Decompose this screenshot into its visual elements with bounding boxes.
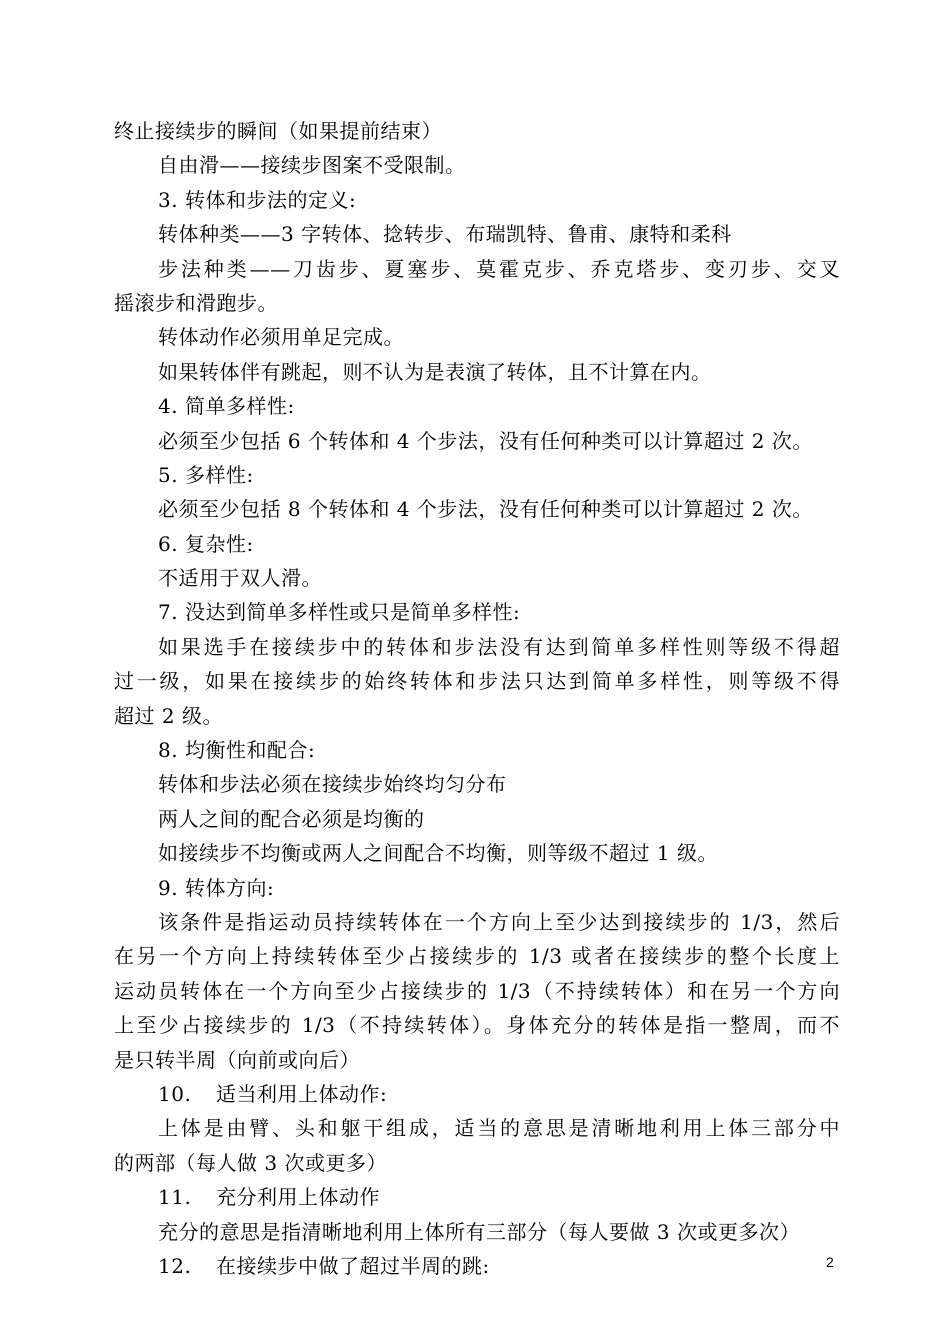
text-line: 7. 没达到简单多样性或只是简单多样性: xyxy=(158,600,521,625)
text-line: 上至少占接续步的 1/3（不持续转体）。身体充分的转体是指一整周，而不 xyxy=(114,1013,840,1038)
item-title: 充分利用上体动作 xyxy=(216,1185,380,1210)
item-number: 10. xyxy=(158,1081,192,1106)
text-line: 如果转体伴有跳起，则不认为是表演了转体，且不计算在内。 xyxy=(158,359,712,384)
text-line: 上体是由臂、头和躯干组成，适当的意思是清晰地利用上体三部分中 xyxy=(158,1116,840,1141)
text-line: 在另一个方向上持续转体至少占接续步的 1/3 或者在接续步的整个长度上 xyxy=(114,944,840,969)
text-line: 必须至少包括 8 个转体和 4 个步法，没有任何种类可以计算超过 2 次。 xyxy=(158,497,813,522)
paragraph-block xyxy=(114,114,840,1077)
text-line: 摇滚步和滑跑步。 xyxy=(114,290,278,315)
text-line: 必须至少包括 6 个转体和 4 个步法，没有任何种类可以计算超过 2 次。 xyxy=(158,428,813,453)
text-line: 转体动作必须用单足完成。 xyxy=(158,325,404,350)
text-line: 转体种类——3 字转体、捻转步、布瑞凯特、鲁甫、康特和柔科 xyxy=(158,222,732,247)
text-line: 9. 转体方向: xyxy=(158,875,275,900)
text-line: 8. 均衡性和配合: xyxy=(158,738,316,763)
text-line: 3. 转体和步法的定义: xyxy=(158,187,357,212)
numbered-heading xyxy=(114,1180,840,1214)
text-line: 是只转半周（向前或向后） xyxy=(114,1047,360,1072)
item-number: 11. xyxy=(158,1185,192,1210)
text-line: 过一级，如果在接续步的始终转体和步法只达到简单多样性，则等级不得 xyxy=(114,669,840,694)
item-number: 12. xyxy=(158,1253,192,1278)
numbered-heading xyxy=(114,1077,840,1111)
text-line: 自由滑——接续步图案不受限制。 xyxy=(158,153,466,178)
text-line: 步法种类——刀齿步、夏塞步、莫霍克步、乔克塔步、变刃步、交叉 xyxy=(158,256,840,281)
document-body xyxy=(114,114,840,1283)
text-line: 4. 简单多样性: xyxy=(158,394,295,419)
text-line: 如果选手在接续步中的转体和步法没有达到简单多样性则等级不得超 xyxy=(158,634,840,659)
item-title: 适当利用上体动作: xyxy=(216,1081,388,1106)
text-line: 终止接续步的瞬间（如果提前结束） xyxy=(114,119,442,143)
text-line: 转体和步法必须在接续步始终均匀分布 xyxy=(158,772,507,797)
paragraph-block xyxy=(114,1111,840,1180)
item-title: 在接续步中做了超过半周的跳: xyxy=(216,1253,490,1278)
numbered-heading xyxy=(114,1249,840,1283)
text-line: 充分的意思是指清晰地利用上体所有三部分（每人要做 3 次或更多次） xyxy=(158,1219,800,1244)
text-line: 该条件是指运动员持续转体在一个方向上至少达到接续步的 1/3，然后 xyxy=(158,909,840,934)
text-line: 超过 2 级。 xyxy=(114,703,223,728)
text-line: 5. 多样性: xyxy=(158,462,254,487)
text-line: 6. 复杂性: xyxy=(158,531,254,556)
text-line: 的两部（每人做 3 次或更多） xyxy=(114,1150,387,1175)
page-number: 2 xyxy=(826,1254,834,1270)
text-line: 运动员转体在一个方向至少占接续步的 1/3（不持续转体）和在另一个方向 xyxy=(114,978,840,1003)
text-line: 不适用于双人滑。 xyxy=(158,566,322,591)
text-line: 两人之间的配合必须是均衡的 xyxy=(158,806,425,831)
paragraph-block xyxy=(114,1215,840,1249)
text-line: 如接续步不均衡或两人之间配合不均衡，则等级不超过 1 级。 xyxy=(158,841,718,866)
